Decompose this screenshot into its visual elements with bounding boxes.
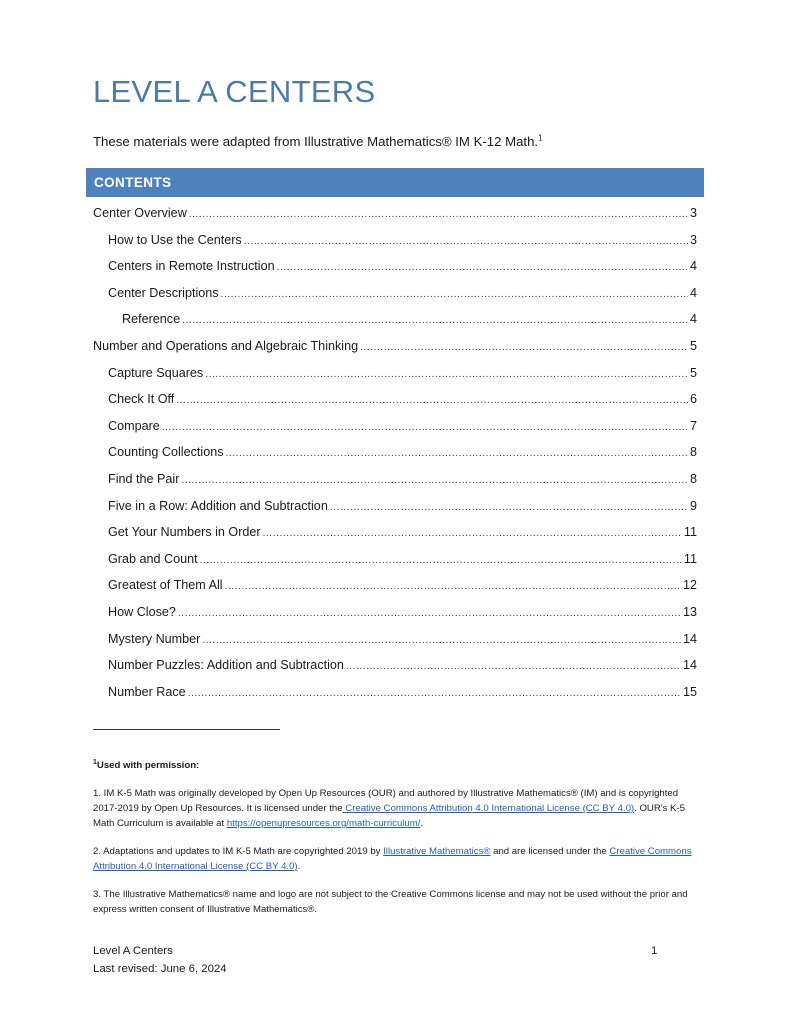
- toc-entry-label: Center Overview: [93, 206, 187, 220]
- toc-entry-page: 7: [689, 418, 697, 433]
- footnote-marker: 1: [93, 758, 97, 766]
- toc-dot-leader: [189, 202, 688, 229]
- toc-entry-label: Greatest of Them All: [108, 578, 223, 593]
- toc-entry[interactable]: [93, 386, 697, 413]
- toc-entry-label: How to Use the Centers: [108, 232, 242, 247]
- subtitle: [93, 134, 543, 149]
- toc-entry[interactable]: [93, 253, 697, 280]
- footer-revised-date: Last revised: June 6, 2024: [93, 963, 227, 975]
- footnote-paragraph-2: [93, 844, 697, 874]
- toc-entry[interactable]: [93, 413, 697, 440]
- toc-entry[interactable]: [93, 306, 697, 333]
- toc-entry-label: Compare: [108, 418, 160, 433]
- illustrative-math-link[interactable]: Illustrative Mathematics®: [383, 846, 491, 857]
- toc-entry-label: Center Descriptions: [108, 285, 219, 300]
- footnote-heading-text: Used with permission:: [96, 760, 200, 771]
- toc-entry-page: 13: [682, 604, 697, 619]
- toc-entry-page: 14: [682, 631, 697, 646]
- toc-entry-label: Find the Pair: [108, 471, 180, 486]
- toc-entry[interactable]: [93, 466, 697, 493]
- toc-entry-label: Check It Off: [108, 392, 175, 407]
- toc-dot-leader: [360, 335, 688, 362]
- footnote-heading: [93, 758, 697, 773]
- toc-entry[interactable]: [93, 519, 697, 546]
- toc-entry-page: 4: [689, 259, 697, 274]
- toc-entry[interactable]: [93, 546, 697, 573]
- toc-entry[interactable]: [93, 493, 697, 520]
- toc-entry[interactable]: [93, 200, 697, 227]
- toc-entry-page: 9: [689, 498, 697, 513]
- footnote-1-text-a: 1. IM K-5 Math was originally developed by Open Up Resources (OUR) and authored by Illustrative Mathematics® (IM) and is copyrighted 2017-2019 by Open Up Resources. It is licensed under the: [93, 788, 679, 814]
- toc-dot-leader: [200, 548, 682, 575]
- page-footer: [93, 942, 227, 978]
- toc-entry-label: Reference: [122, 312, 181, 327]
- toc-entry-label: Centers in Remote Instruction: [108, 259, 275, 274]
- toc-dot-leader: [202, 628, 681, 655]
- toc-entry[interactable]: [93, 572, 697, 599]
- footnote-paragraph-1: [93, 786, 697, 831]
- footnote-1-text-c: .: [420, 818, 424, 829]
- toc-entry[interactable]: [93, 626, 697, 653]
- toc-dot-leader: [176, 388, 688, 415]
- subtitle-text: These materials were adapted from Illustrative Mathematics® IM K-12 Math.: [93, 134, 539, 149]
- toc-entry-label: Number and Operations and Algebraic Thinking: [93, 338, 359, 353]
- toc-entry-page: 6: [689, 392, 697, 407]
- toc-entry-label: Grab and Count: [108, 551, 198, 566]
- toc-entry-page: 11: [683, 525, 697, 540]
- toc-dot-leader: [178, 601, 681, 628]
- toc-entry-page: 8: [689, 471, 697, 486]
- toc-entry-page: 3: [689, 232, 697, 247]
- toc-entry-page: 5: [689, 365, 697, 380]
- toc-entry-page: 15: [682, 684, 697, 699]
- footnote-2-text-a: 2. Adaptations and updates to IM K-5 Math are copyrighted 2019 by: [93, 846, 384, 857]
- toc-entry-label: Number Race: [108, 684, 186, 699]
- toc-entry[interactable]: [93, 439, 697, 466]
- toc-entry[interactable]: [93, 360, 697, 387]
- toc-dot-leader: [244, 229, 688, 256]
- toc-entry-page: 4: [689, 312, 697, 327]
- toc-entry-label: Capture Squares: [108, 365, 204, 380]
- toc-entry-page: 12: [682, 578, 697, 593]
- toc-entry[interactable]: [93, 333, 697, 360]
- toc-dot-leader: [277, 255, 688, 282]
- toc-entry-page: 11: [683, 551, 697, 566]
- footer-page-number: 1: [651, 945, 658, 957]
- footnote-2-text-b: and are licensed under the: [490, 846, 610, 857]
- contents-heading: CONTENTS: [94, 175, 172, 190]
- toc-dot-leader: [221, 282, 688, 309]
- toc-dot-leader: [225, 574, 681, 601]
- footnote-divider: [93, 729, 280, 730]
- toc-entry[interactable]: [93, 599, 697, 626]
- toc-entry-label: Number Puzzles: Addition and Subtraction: [108, 658, 344, 673]
- toc-dot-leader: [181, 468, 688, 495]
- footnote-ref[interactable]: 1: [538, 133, 543, 143]
- toc-entry-label: How Close?: [108, 604, 176, 619]
- toc-entry-label: Get Your Numbers in Order: [108, 525, 261, 540]
- toc-entry[interactable]: [93, 280, 697, 307]
- contents-header: [86, 168, 704, 197]
- toc-entry[interactable]: [93, 679, 697, 706]
- toc-dot-leader: [330, 495, 688, 522]
- cc-license-link[interactable]: Creative Commons Attribution 4.0 International License (CC BY 4.0): [342, 803, 635, 814]
- openup-curriculum-link[interactable]: https://openupresources.org/math-curriculum/: [226, 818, 421, 829]
- toc-dot-leader: [188, 681, 681, 708]
- toc-dot-leader: [346, 654, 681, 681]
- cc-license-link-2[interactable]: Creative Commons Attribution 4.0 International License (CC BY 4.0): [93, 846, 692, 872]
- footnote-1-text-b: . OUR's K-5 Math Curriculum is available at: [93, 803, 685, 829]
- table-of-contents: [93, 200, 697, 705]
- toc-entry-label: Five in a Row: Addition and Subtraction: [108, 498, 328, 513]
- toc-entry-label: Counting Collections: [108, 445, 224, 460]
- footer-doc-name: Level A Centers: [93, 945, 173, 957]
- toc-entry-page: 5: [689, 338, 697, 353]
- toc-dot-leader: [182, 308, 688, 335]
- toc-dot-leader: [162, 415, 688, 442]
- toc-dot-leader: [226, 441, 688, 468]
- toc-entry[interactable]: [93, 652, 697, 679]
- toc-entry-page: 8: [689, 445, 697, 460]
- toc-entry[interactable]: [93, 227, 697, 254]
- toc-entry-page: 14: [682, 658, 697, 673]
- footnotes: [93, 758, 697, 930]
- footnote-paragraph-3: 3. The Illustrative Mathematics® name and logo are not subject to the Creative Commons license and may not be used without the prior and express written consent of Illustrative Mathematics®.: [93, 889, 688, 915]
- toc-entry-label: Mystery Number: [108, 631, 201, 646]
- footnote-2-text-c: .: [297, 861, 301, 872]
- toc-dot-leader: [205, 362, 688, 389]
- page-title: LEVEL A CENTERS: [93, 74, 376, 109]
- toc-dot-leader: [263, 521, 682, 548]
- toc-entry-page: 3: [689, 206, 697, 220]
- toc-entry-page: 4: [689, 285, 697, 300]
